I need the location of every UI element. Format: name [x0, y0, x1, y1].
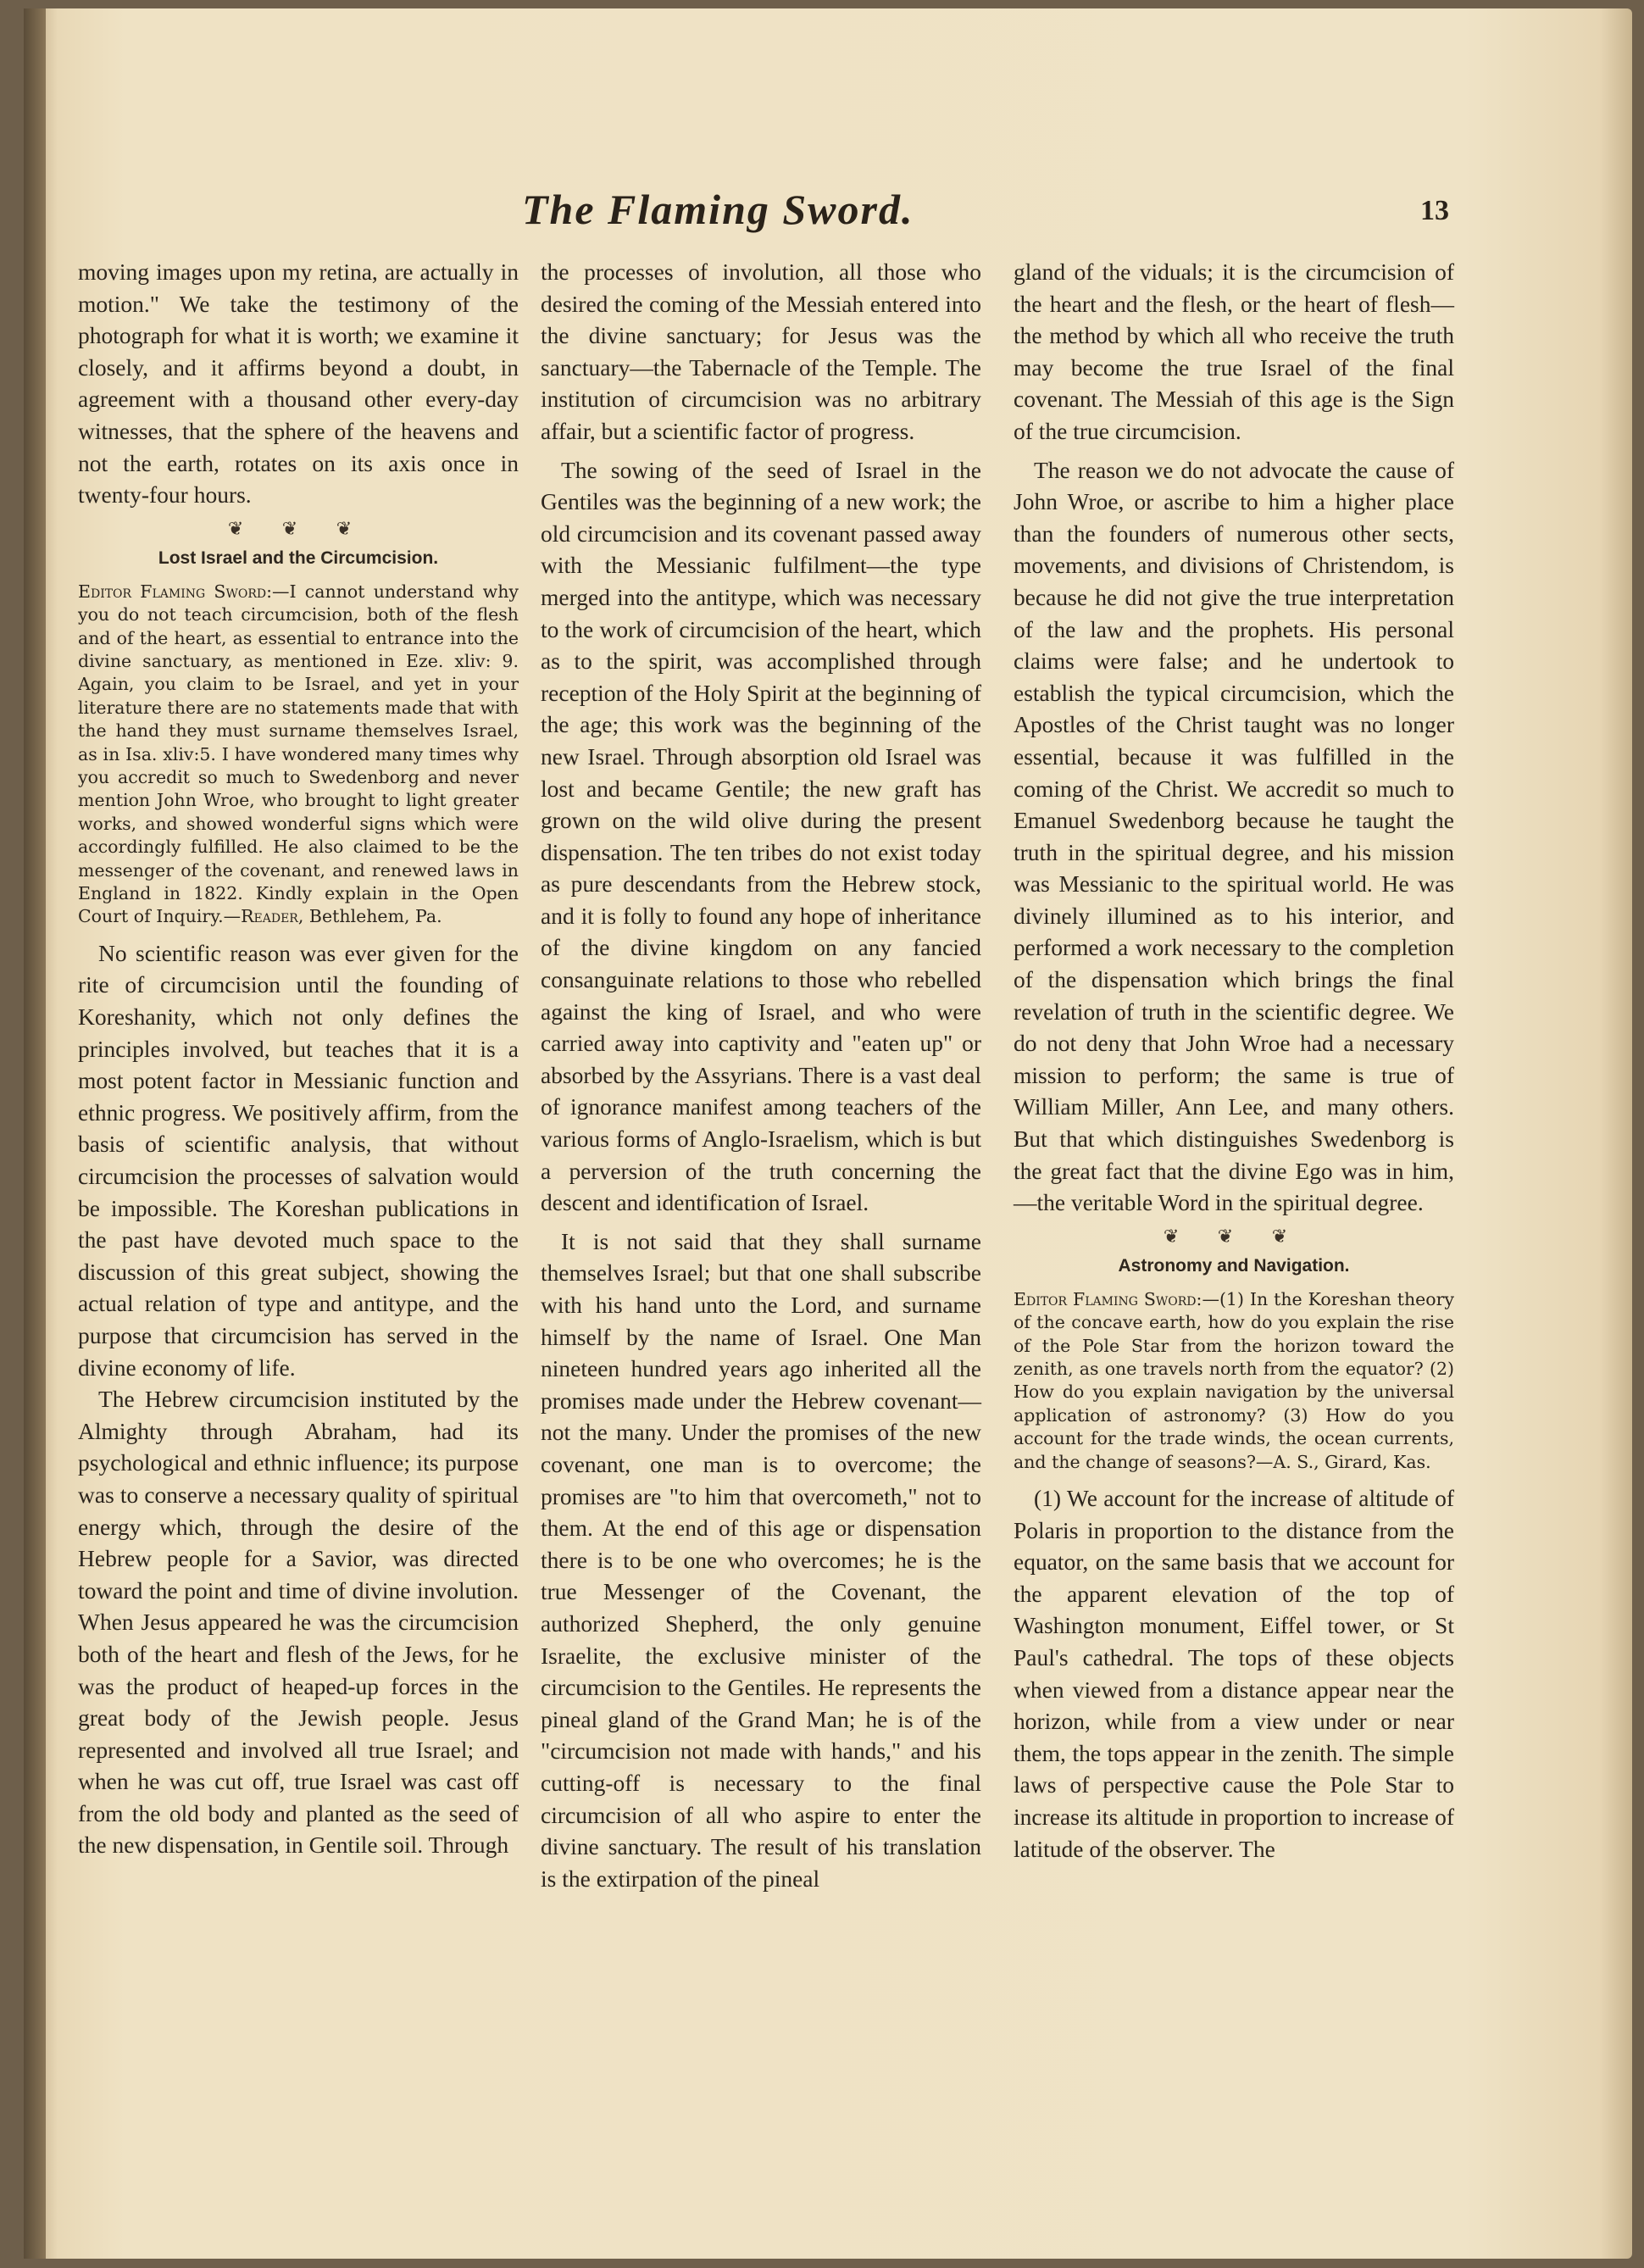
paragraph: (1) We account for the increase of altitude of Polaris in proportion to the distance from the equator, on the same basis that we account for the apparent elevation of the top of Washington monument, Eiffel tower, or St Paul's cathedral. The tops of these objects when viewed from a distance appear near the horizon, while from a view under or near them, the tops appear in the zenith. The simple laws of perspective cause the Pole Star to increase its altitude in proportion to increase of latitude of the observer. The	[1014, 1485, 1454, 1862]
journal-title: The Flaming Sword.	[522, 186, 914, 233]
column-3	[1014, 256, 1454, 1865]
paragraph: gland of the viduals; it is the circumcision of the heart and the flesh, or the heart of flesh—the method by which all who receive the truth may become the true Israel of the final covenant. The Messiah of this age is the Sign of the true circumcision.	[1014, 258, 1454, 444]
paragraph: The reason we do not advocate the cause of John Wroe, or ascribe to him a higher place than the founders of numerous other sects, movements, and divisions of Christendom, is because he did not give the true interpretation of the law and the prophets. His personal claims were false; and he undertook to establish the typical circumcision, which the Apostles of the Christ taught was no longer essential, because it was fulfilled in the coming of the Christ. We accredit so much to Emanuel Swedenborg because he taught the truth in the spiritual degree, and his mission was Messianic to the spiritual world. He was divinely illumined as to his interior, and performed a work necessary to the completion of the dispensation which brings the final revelation of truth in the scientific degree. We do not deny that John Wroe had a necessary mission to perform; the same is true of William Miller, Ann Lee, and many others. But that which distinguishes Swedenborg is the great fact that the divine Ego was in him, —the veritable Word in the spiritual degree.	[1014, 456, 1454, 1216]
column-2	[541, 256, 981, 1894]
paragraph: the processes of involution, all those who desired the coming of the Messiah entered into the divine sanctuary; for Jesus was the sanctuary—the Tabernacle of the Temple. The institution of circumcision was no arbitrary affair, but a scientific factor of progress.	[541, 258, 981, 444]
section-ornament: ❦ ❦ ❦	[1163, 1225, 1305, 1247]
paragraph: The Hebrew circumcision instituted by the Almighty through Abraham, had its psychological and ethnic influence; its purpose was to conserve a necessary quality of spiritual energy which, through the desire of the Hebrew people for a Savior, was directed toward the point and time of divine involution. When Jesus appeared he was the circumcision both of the heart and flesh of the Jews, for he was the product of heaped-up forces in the great body of the Jewish people. Jesus represented and involved all true Israel; and when he was cut off, true Israel was cast off from the old body and planted as the seed of the new dispensation, in Gentile soil. Through	[78, 1386, 519, 1859]
paragraph: moving images upon my retina, are actually in motion." We take the testimony of the photograph for what it is worth; we examine it closely, and it affirms beyond a doubt, in agreement with a thousand other every-day witnesses, that the sphere of the heavens and not the earth, rotates on its axis once in twenty-four hours.	[78, 258, 519, 509]
section-heading: Astronomy and Navigation.	[1118, 1255, 1350, 1276]
page-number: 13	[1420, 195, 1449, 226]
paragraph: It is not said that they shall surname themselves Israel; but that one shall subscribe with his hand unto the Lord, and surname himself by the name of Israel. One Man nineteen hundred years ago inherited all the promises made under the Hebrew covenant—not the many. Under the promises of the new covenant, one man is to overcome; the promises are "to him that overcometh," not to them. At the end of this age or dispensation there is to be one who overcomes; he is the true Messenger of the Covenant, the authorized Shepherd, the only genuine Israelite, the exclusive minister of the circumcision to the Gentiles. He represents the pineal gland of the Grand Man; he is of the "circumcision not made with hands," and his cutting-off is necessary to the final circumcision of all who aspire to enter the divine sanctuary. The result of his translation is the extirpation of the pineal	[541, 1227, 981, 1892]
section-ornament: ❦ ❦ ❦	[227, 517, 369, 539]
section-heading: Lost Israel and the Circumcision.	[158, 548, 439, 568]
running-header	[24, 185, 1632, 236]
reader-letter	[78, 581, 519, 929]
paragraph: No scientific reason was ever given for the rite of circumcision until the founding of Koreshanity, which not only defines the principles involved, but teaches that it is a most potent factor in Messianic function and ethnic progress. We positively affirm, from the basis of scientific analysis, that without circumcision the processes of salvation would be impossible. The Koreshan publications in the past have devoted much space to the discussion of this great subject, showing the actual relation of type and antitype, and the purpose that circumcision has served in the divine economy of life.	[78, 939, 519, 1381]
letter-body: —(1) In the Koreshan theory of the concave earth, how do you explain the rise of the Pole Star from the horizon toward the zenith, as one travels north from the equator? (2) How do you explain navigation by the universal application of astronomy? (3) How do you account for the trade winds, the ocean currents, and the change of seasons?—A. S., Girard, Kas.	[1014, 1288, 1455, 1472]
reader-letter	[1014, 1288, 1454, 1474]
paragraph: The sowing of the seed of Israel in the Gentiles was the beginning of a new work; the old circumcision and its covenant passed away with the Messianic fulfilment—the type merged into the antitype, which was necessary to the work of circumcision of the heart, which as to the spirit, was accomplished through reception of the Holy Spirit at the beginning of the age; this work was the beginning of the new Israel. Through absorption old Israel was lost and became Gentile; the new graft has grown on the wild olive during the present dispensation. The ten tribes do not exist today as pure descendants from the Hebrew stock, and it is folly to found any hope of inheritance of the divine kingdom on any fancied consanguinate relations to those who rebelled against the king of Israel, and who were carried away into captivity and "eaten up" or absorbed by the Assyrians. There is a vast deal of ignorance manifest among teachers of the various forms of Anglo-Israelism, which is but a perversion of the truth concerning the descent and identification of Israel.	[541, 456, 981, 1216]
book-spine	[24, 8, 46, 2259]
letter-signature: Reader	[241, 906, 298, 927]
page	[24, 8, 1632, 2259]
column-1	[78, 256, 519, 1861]
letter-salutation: Editor Flaming Sword:	[1014, 1288, 1202, 1309]
letter-salutation: Editor Flaming Sword:	[78, 581, 272, 602]
letter-body: —I cannot understand why you do not teach circumcision, both of the flesh and of the heart, as essential to entrance into the divine sanctuary, as mentioned in Eze. xliv: 9. Again, you claim to be Israel, and yet in your literature there are no statements made that with the hand they must surname themselves Israel, as in Isa. xliv:5. I have wondered many times why you accredit so much to Swedenborg and never mention John Wroe, who brought to light greater works, and showed wonderful signs which were accordingly fulfilled. He also claimed to be the messenger of the covenant, and renewed laws in England in 1822. Kindly explain in the Open Court of Inquiry.—	[78, 581, 519, 927]
letter-place: , Bethlehem, Pa.	[297, 906, 442, 927]
